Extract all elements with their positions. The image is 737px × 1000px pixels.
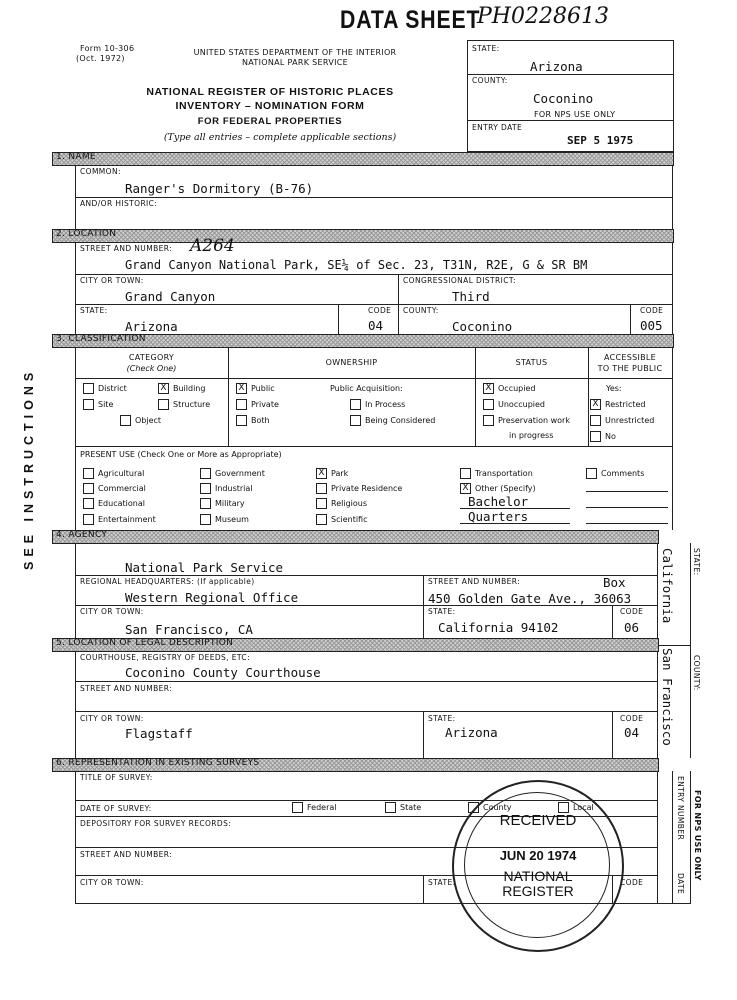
congressional-value: Third [452,289,490,304]
common-label: COMMON: [80,167,121,176]
service-name: NATIONAL PARK SERVICE [242,58,348,67]
legal-city-label: CITY OR TOWN: [80,714,144,723]
checkbox-site[interactable]: Site [83,399,113,410]
section-classification-bar [52,334,674,348]
checkbox-industrial[interactable]: Industrial [200,483,253,494]
section-surveys-bar [52,758,659,772]
checkbox-unrestricted[interactable]: Unrestricted [590,415,654,426]
section-surveys-title: 6. REPRESENTATION IN EXISTING SURVEYS [56,758,260,768]
checkbox-local[interactable]: Local [558,802,594,813]
section-agency-bar [52,530,659,544]
street-label: STREET AND NUMBER: [80,244,173,253]
survey-street-label: STREET AND NUMBER: [80,850,173,859]
checkbox-state[interactable]: State [385,802,421,813]
checkbox-object[interactable]: Object [120,415,161,426]
form-title: NATIONAL REGISTER OF HISTORIC PLACES [146,86,394,98]
checkbox-being-considered[interactable]: Being Considered [350,415,435,426]
agency-street-value: 450 Golden Gate Ave., 36063 [428,591,632,606]
agency-state-value: California 94102 [438,620,559,635]
checkbox-commercial[interactable]: Commercial [83,483,146,494]
dept-name: UNITED STATES DEPARTMENT OF THE INTERIOR [193,48,397,57]
stamp-register-text: REGISTER [502,883,574,899]
entry-date-value: SEP 5 1975 [567,134,634,147]
form-federal: FOR FEDERAL PROPERTIES [197,116,343,127]
agency-code-label: CODE [620,607,644,616]
acquisition-label: Public Acquisition: [330,384,403,393]
depository-label: DEPOSITORY FOR SURVEY RECORDS: [80,819,232,828]
section-location-bar [52,229,674,243]
side-county-value: San Francisco [660,648,675,746]
checkbox-unoccupied[interactable]: Unoccupied [483,399,545,410]
legal-city-value: Flagstaff [125,726,193,741]
data-sheet-stamp: DATA SHEET [340,6,481,34]
checkbox-county[interactable]: County [468,802,512,813]
section-name-title: 1. NAME [56,152,96,162]
agency-city-value: San Francisco, CA [125,622,253,637]
checkbox-private-residence[interactable]: Private Residence [316,483,402,494]
section-legal-bar [52,638,659,652]
checkbox-district[interactable]: District [83,383,127,394]
state-label: STATE: [472,44,500,53]
checkbox-museum[interactable]: Museum [200,514,249,525]
checkbox-transportation[interactable]: Transportation [460,468,533,479]
state-value: Arizona [530,59,583,74]
box-value: Box [603,575,626,590]
street-value: Grand Canyon National Park, SE¼ of Sec. 23, T31N, R2E, G & SR BM [125,258,588,272]
checkbox-park[interactable]: X Park [316,468,348,479]
section-location-title: 2. LOCATION [56,229,117,239]
checkbox-comments[interactable]: Comments [586,468,644,479]
survey-date-label: DATE OF SURVEY: [80,804,152,813]
county-label: COUNTY: [472,76,508,85]
section-agency-title: 4. AGENCY [56,530,108,540]
ownership-header: OWNERSHIP [325,358,378,367]
handwritten-id: PH0228613 [477,4,609,29]
checkbox-agricultural[interactable]: Agricultural [83,468,144,479]
county-label-2: COUNTY: [403,306,439,315]
county-value: Coconino [533,91,594,106]
legal-code-value: 04 [624,725,640,740]
agency-state-label: STATE: [428,607,456,616]
stamp-date-text: JUN 20 1974 [499,848,577,863]
stamp-national-text: NATIONAL [503,868,573,884]
to-public-header: TO THE PUBLIC [597,364,663,373]
checkbox-occupied[interactable]: X Occupied [483,383,535,394]
checkbox-public[interactable]: X Public [236,383,275,394]
category-header: CATEGORY [128,353,175,362]
other-use-line2: Quarters [468,509,529,524]
checkbox-building[interactable]: X Building [158,383,205,394]
congressional-label: CONGRESSIONAL DISTRICT: [403,276,516,285]
section-legal-title: 5. LOCATION OF LEGAL DESCRIPTION [56,638,234,648]
section-classification-title: 3. CLASSIFICATION [56,334,146,344]
see-instructions-label: SEE INSTRUCTIONS [22,367,36,570]
common-name-value: Ranger's Dormitory (B-76) [125,181,314,196]
legal-state-value: Arizona [445,725,498,740]
checkbox-religious[interactable]: Religious [316,498,367,509]
entry-date-label: ENTRY DATE [472,123,523,132]
city-label: CITY OR TOWN: [80,276,144,285]
checkbox-private[interactable]: Private [236,399,279,410]
county-code-label: CODE [640,306,664,315]
legal-code-label: CODE [620,714,644,723]
survey-city-label: CITY OR TOWN: [80,878,144,887]
survey-title-label: TITLE OF SURVEY: [80,773,153,782]
regional-hq-label: REGIONAL HEADQUARTERS: (If applicable) [80,577,255,586]
yes-label: Yes: [606,384,622,393]
side-entry-number-label: ENTRY NUMBER [676,776,685,841]
state-value-2: Arizona [125,319,178,334]
side-date-label: DATE [676,873,685,895]
agency-street-label: STREET AND NUMBER: [428,577,521,586]
accessible-header: ACCESSIBLE [603,353,657,362]
checkbox-scientific[interactable]: Scientific [316,514,368,525]
code-label: CODE [368,306,392,315]
side-nps-use-label: FOR NPS USE ONLY [693,790,702,881]
survey-state-label: STATE: [428,878,456,887]
checkbox-educational[interactable]: Educational [83,498,145,509]
form-instructions: (Type all entries – complete applicable sections) [163,132,397,143]
stamp-received-text: RECEIVED [499,812,577,829]
checkbox-structure[interactable]: Structure [158,399,210,410]
regional-hq-value: Western Regional Office [125,590,299,605]
checkbox-federal[interactable]: Federal [292,802,337,813]
other-use-line1: Bachelor [468,494,529,509]
check-one-note: (Check One) [126,364,177,373]
checkbox-no[interactable]: No [590,431,616,442]
county-value-2: Coconino [452,319,513,334]
historic-label: AND/OR HISTORIC: [80,199,158,208]
side-state-label: STATE: [692,548,701,576]
checkbox-in-process[interactable]: In Process [350,399,405,410]
agency-city-label: CITY OR TOWN: [80,607,144,616]
checkbox-preservation[interactable]: Preservation work [483,415,570,426]
agency-value: National Park Service [125,560,284,575]
legal-state-label: STATE: [428,714,456,723]
form-number: Form 10-306 [80,44,135,53]
state-label-2: STATE: [80,306,108,315]
checkbox-both[interactable]: Both [236,415,270,426]
in-progress-label: in progress [509,431,554,440]
checkbox-restricted[interactable]: X Restricted [590,399,645,410]
side-state-value: California [660,548,675,624]
checkbox-military[interactable]: Military [200,498,245,509]
nps-only-label: FOR NPS USE ONLY [534,110,616,119]
county-code-value: 005 [640,318,663,333]
side-county-label: COUNTY: [692,655,701,691]
handwritten-number: A264 [190,236,235,256]
checkbox-entertainment[interactable]: Entertainment [83,514,156,525]
form-subtitle: INVENTORY – NOMINATION FORM [175,100,365,112]
status-header: STATUS [515,358,548,367]
legal-street-label: STREET AND NUMBER: [80,684,173,693]
form-date: (Oct. 1972) [76,54,125,63]
survey-code-label: CODE [620,878,644,887]
received-stamp [452,780,624,952]
courthouse-label: COURTHOUSE, REGISTRY OF DEEDS, ETC: [80,653,250,662]
state-code-value: 04 [368,318,384,333]
section-name-bar [52,152,674,166]
city-value: Grand Canyon [125,289,216,304]
courthouse-value: Coconino County Courthouse [125,665,321,680]
present-use-label: PRESENT USE (Check One or More as Appropriate) [80,450,282,459]
checkbox-government[interactable]: Government [200,468,265,479]
checkbox-other[interactable]: X Other (Specify) [460,483,536,494]
agency-code-value: 06 [624,620,640,635]
